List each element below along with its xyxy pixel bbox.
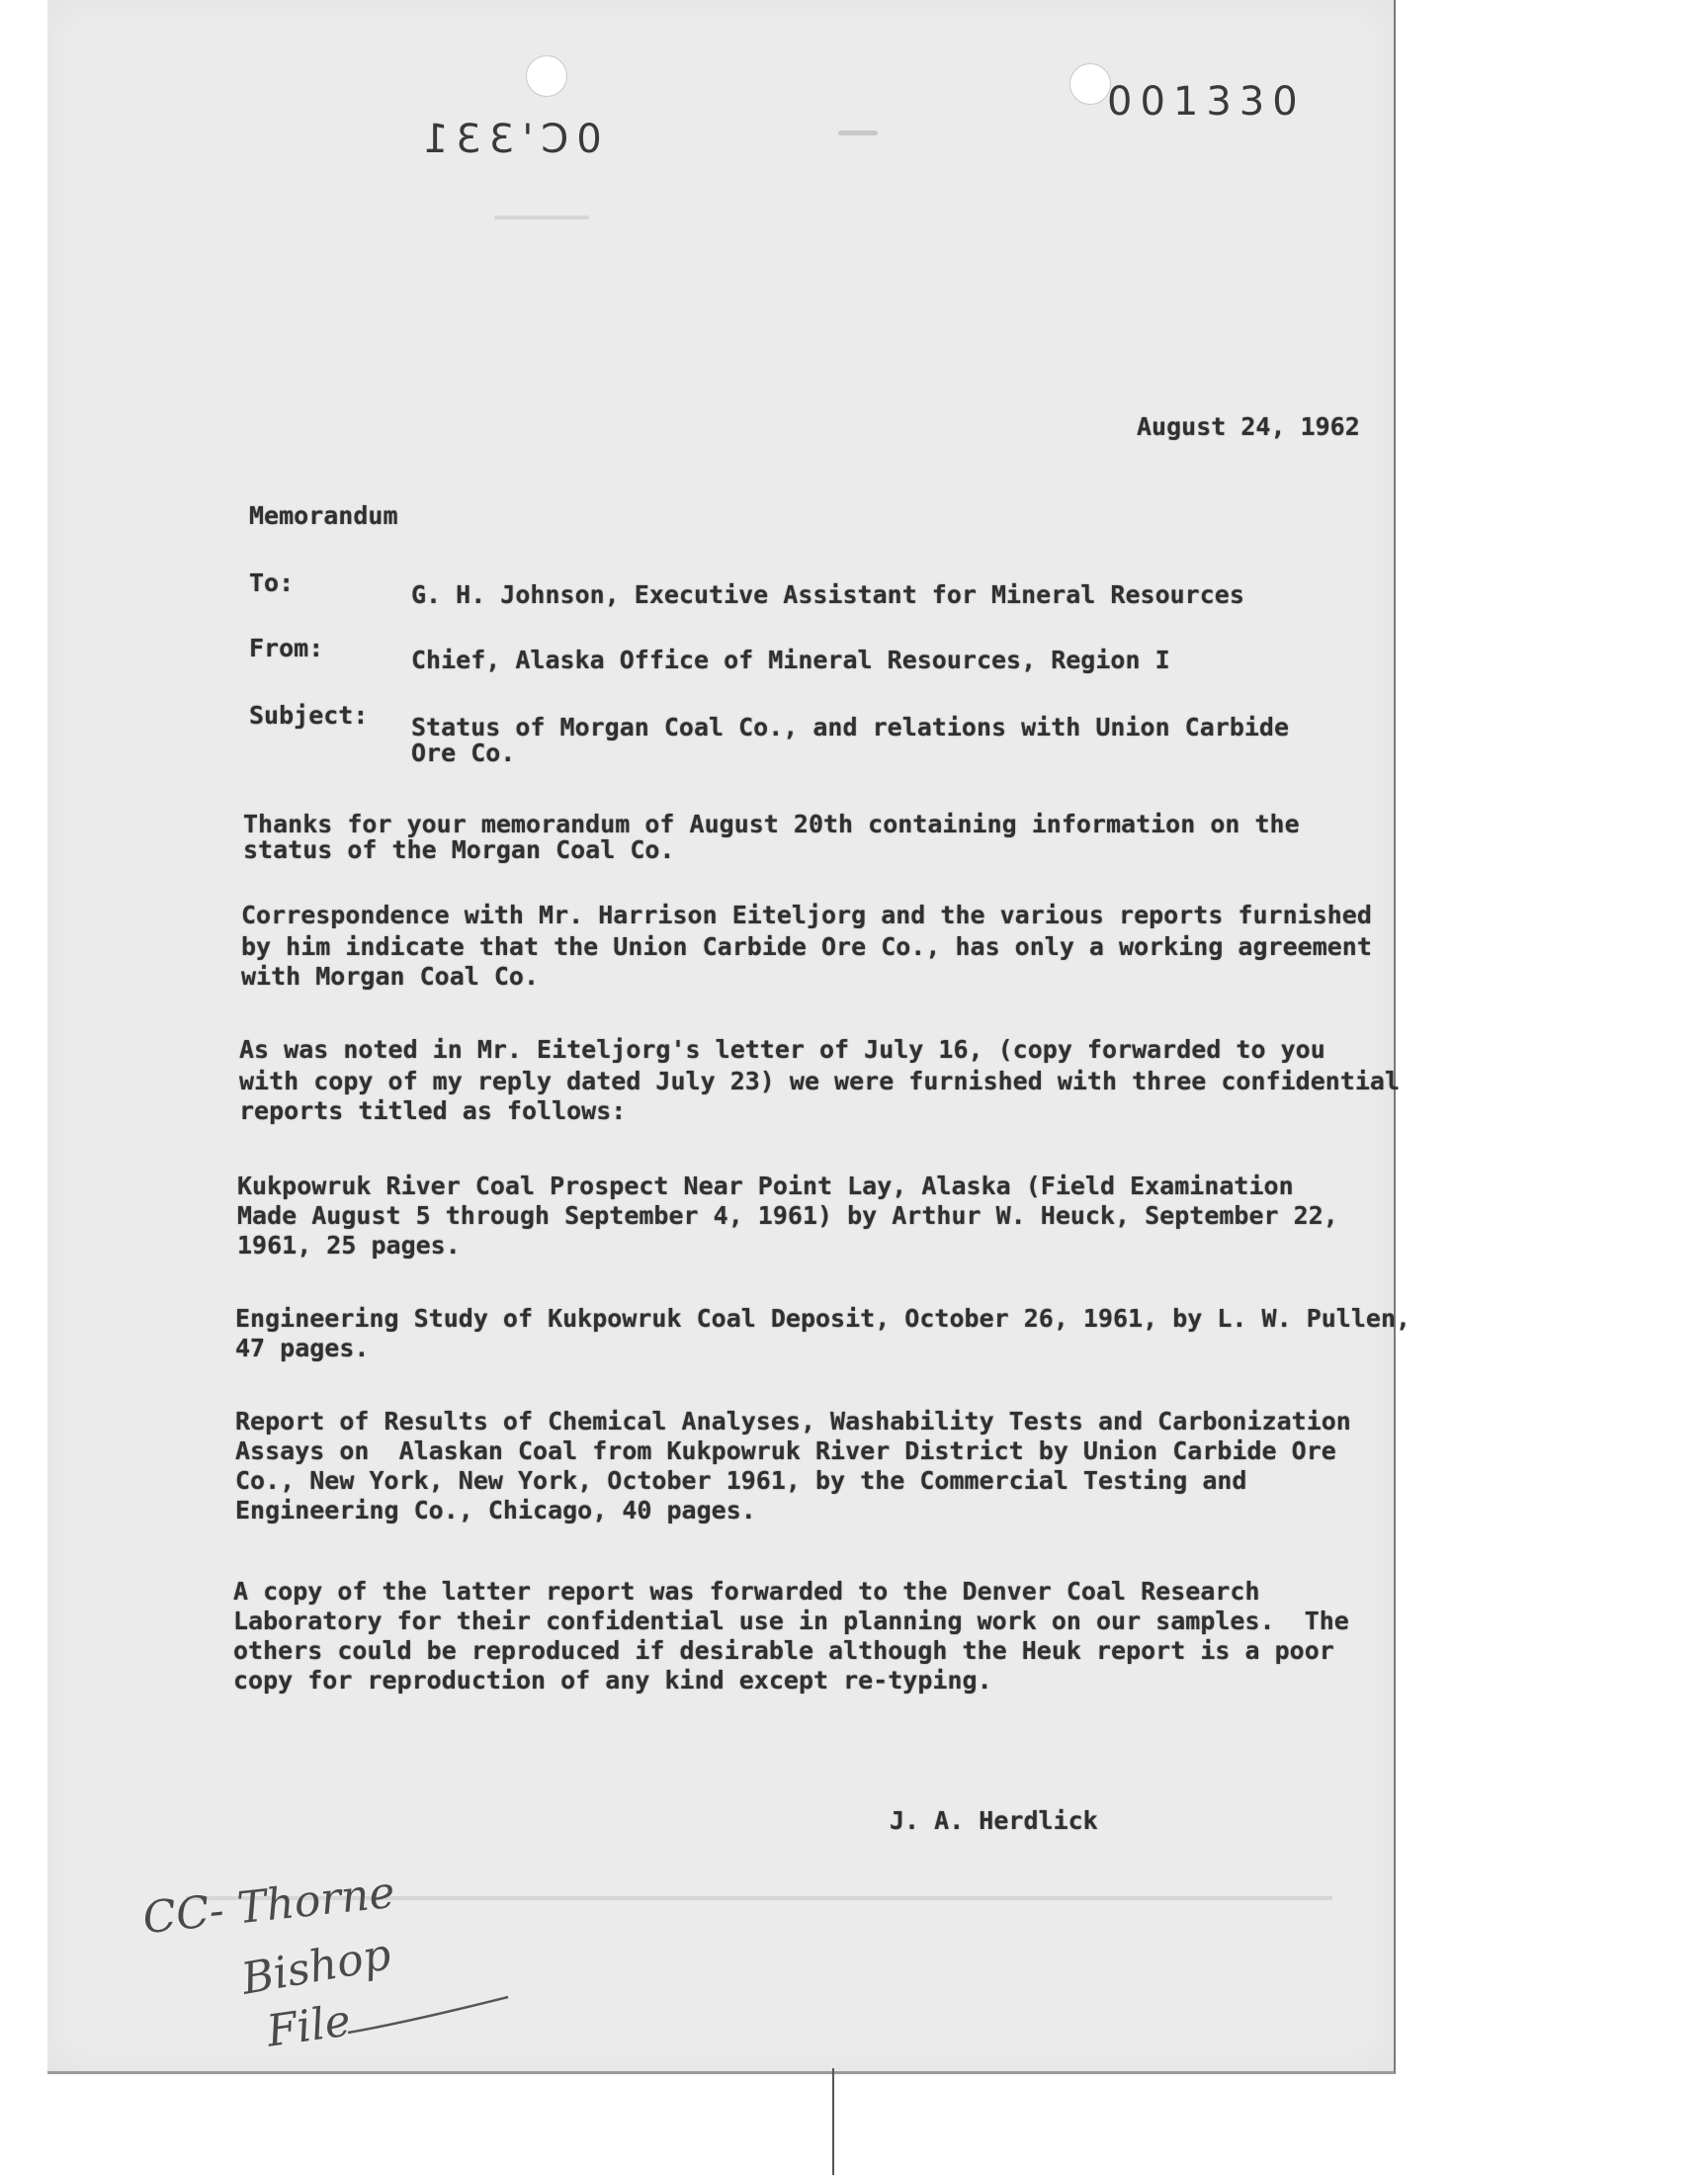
- report-3-line-4: Engineering Co., Chicago, 40 pages.: [235, 1496, 756, 1524]
- subject-label: Subject:: [249, 701, 369, 730]
- handwritten-cc-bishop: Bishop: [237, 1929, 395, 2005]
- subject-line-2: Ore Co.: [411, 739, 516, 767]
- handwritten-cc-line: CC- Thorne: [140, 1867, 397, 1945]
- paragraph-2-line-3: with Morgan Coal Co.: [241, 962, 540, 991]
- to-label: To:: [249, 568, 295, 597]
- report-2-line-1: Engineering Study of Kukpowruk Coal Deposit, October 26, 1961, by L. W. Pullen,: [235, 1304, 1411, 1333]
- paragraph-4-line-1: A copy of the latter report was forwarded to the Denver Coal Research: [233, 1577, 1260, 1606]
- reversed-file-stamp: 0C'331: [415, 117, 602, 162]
- report-1-line-3: 1961, 25 pages.: [237, 1231, 461, 1260]
- handwritten-flourish: [344, 1993, 512, 2043]
- paragraph-1-line-1: Thanks for your memorandum of August 20th containing information on the: [243, 810, 1300, 838]
- report-2-line-2: 47 pages.: [235, 1334, 370, 1362]
- paragraph-3-line-2: with copy of my reply dated July 23) we were furnished with three confidential: [239, 1067, 1400, 1095]
- paragraph-3-line-1: As was noted in Mr. Eiteljorg's letter of July 16, (copy forwarded to you: [239, 1035, 1325, 1064]
- to-value: G. H. Johnson, Executive Assistant for Mineral Resources: [411, 580, 1244, 609]
- paragraph-4-line-2: Laboratory for their confidential use in planning work on our samples. The: [233, 1607, 1349, 1635]
- paragraph-1-line-2: status of the Morgan Coal Co.: [243, 835, 675, 864]
- memo-date: August 24, 1962: [1137, 412, 1360, 441]
- paragraph-4-line-3: others could be reproduced if desirable although the Heuk report is a poor: [233, 1636, 1334, 1665]
- from-label: From:: [249, 634, 324, 662]
- paragraph-4-line-4: copy for reproduction of any kind except re-typing.: [233, 1666, 992, 1695]
- document-page: [47, 0, 1411, 2074]
- paragraph-3-line-3: reports titled as follows:: [239, 1096, 627, 1125]
- report-1-line-2: Made August 5 through September 4, 1961) by Arthur W. Heuck, September 22,: [237, 1201, 1338, 1230]
- subject-line-1: Status of Morgan Coal Co., and relations with Union Carbide: [411, 713, 1290, 741]
- smudge-mark: [838, 130, 878, 135]
- signature-name: J. A. Herdlick: [890, 1806, 1098, 1835]
- handwritten-cc-file: File: [263, 1995, 354, 2057]
- file-number-stamp: 001330: [1107, 79, 1306, 125]
- report-1-line-1: Kukpowruk River Coal Prospect Near Point Lay, Alaska (Field Examination: [237, 1172, 1294, 1200]
- faint-mark: [494, 216, 589, 219]
- scan-edge-line: [832, 2068, 834, 2175]
- report-3-line-3: Co., New York, New York, October 1961, by the Commercial Testing and: [235, 1466, 1247, 1495]
- punch-hole-right: [1069, 63, 1111, 105]
- memo-label: Memorandum: [249, 501, 398, 530]
- paragraph-2-line-1: Correspondence with Mr. Harrison Eiteljorg and the various reports furnished: [241, 901, 1372, 929]
- report-3-line-2: Assays on Alaskan Coal from Kukpowruk River District by Union Carbide Ore: [235, 1436, 1336, 1465]
- punch-hole-left: [526, 55, 567, 97]
- from-value: Chief, Alaska Office of Mineral Resources, Region I: [411, 646, 1170, 674]
- paragraph-2-line-2: by him indicate that the Union Carbide Ore Co., has only a working agreement: [241, 932, 1372, 961]
- report-3-line-1: Report of Results of Chemical Analyses, Washability Tests and Carbonization: [235, 1407, 1351, 1436]
